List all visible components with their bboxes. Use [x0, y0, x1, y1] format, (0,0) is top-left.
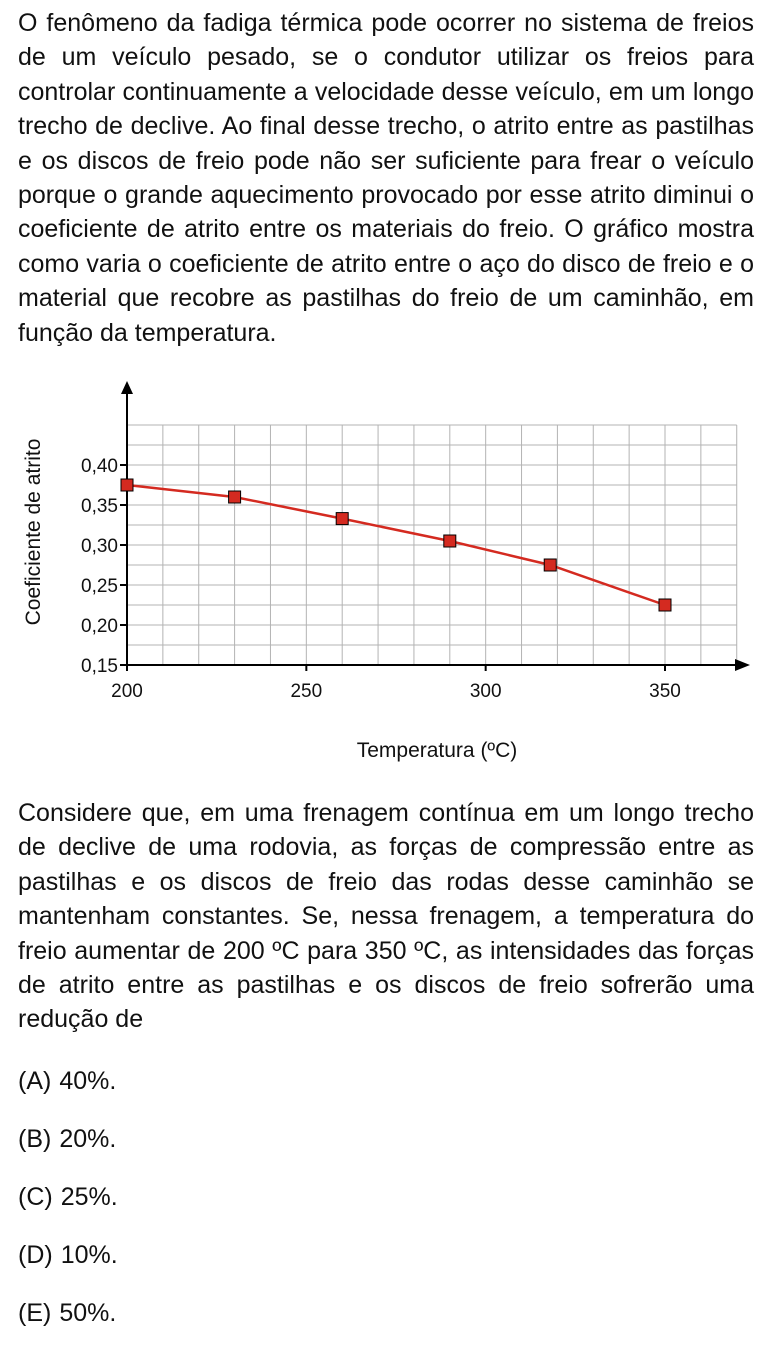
x-tick-label: 300: [469, 681, 502, 702]
x-tick-label: 250: [290, 681, 323, 702]
data-point-marker: [544, 559, 556, 571]
y-tick-label: 0,20: [81, 616, 118, 637]
question-intro-text: O fenômeno da fadiga térmica pode ocorrer no sistema de freios de um veículo pesado, se o condutor utilizar os freios para controlar continuamente a velocidade desse veículo, em um longo trecho de declive. Ao final desse trecho, o atrito entre as pastilhas e os discos de freio pode não ser suficiente para frear o veículo porque o grande aquecimento provocado por esse atrito diminui o coeficiente de atrito entre os materiais do freio. O gráfico mostra como varia o coeficiente de atrito entre o aço do disco de freio e o material que recobre as pastilhas do freio de um caminhão, em função da temperatura.: [18, 9, 754, 347]
option-e[interactable]: [18, 1298, 116, 1328]
option-c-letter: (C): [18, 1183, 53, 1211]
option-a-letter: (A): [18, 1067, 52, 1095]
option-c[interactable]: [18, 1182, 118, 1212]
option-e-letter: (E): [18, 1299, 52, 1327]
option-e-text: 50%.: [59, 1299, 117, 1327]
option-b-letter: (B): [18, 1125, 52, 1153]
option-d-letter: (D): [18, 1241, 53, 1269]
y-tick-label: 0,40: [81, 456, 118, 477]
data-point-marker: [229, 491, 241, 503]
option-a[interactable]: [18, 1066, 116, 1096]
x-axis-title: Temperatura (ºC): [356, 739, 518, 762]
friction-temperature-chart: [0, 370, 772, 780]
option-d[interactable]: [18, 1240, 118, 1270]
option-a-text: 40%.: [59, 1067, 117, 1095]
option-b-text: 20%.: [59, 1125, 117, 1153]
data-point-marker: [659, 599, 671, 611]
x-tick-label: 350: [649, 681, 681, 702]
option-c-text: 25%.: [60, 1183, 118, 1211]
y-axis-title: Coeficiente de atrito: [22, 438, 45, 626]
data-point-marker: [336, 513, 348, 525]
data-point-marker: [444, 535, 456, 547]
x-axis-arrow: [735, 659, 750, 671]
y-tick-label: 0,30: [81, 536, 118, 557]
option-d-text: 10%.: [60, 1241, 118, 1269]
y-tick-label: 0,15: [81, 656, 118, 677]
chart-grid: [127, 425, 737, 665]
x-tick-label: 200: [111, 681, 143, 702]
option-b[interactable]: [18, 1124, 116, 1154]
data-point-marker: [121, 479, 133, 491]
y-tick-label: 0,35: [81, 496, 118, 517]
y-axis-arrow: [121, 381, 133, 394]
chart-svg: [0, 370, 772, 780]
question-prompt-text: Considere que, em uma frenagem contínua em um longo trecho de declive de uma rodovia, as forças de compressão entre as pastilhas e os discos de freio das rodas desse caminhão se mantenham constantes. Se, nessa frenagem, a temperatura do freio aumentar de 200 ºC para 350 ºC, as intensidades das forças de atrito entre as pastilhas e os discos de freio sofrerão uma redução de: [18, 799, 754, 1034]
y-tick-label: 0,25: [81, 576, 118, 597]
